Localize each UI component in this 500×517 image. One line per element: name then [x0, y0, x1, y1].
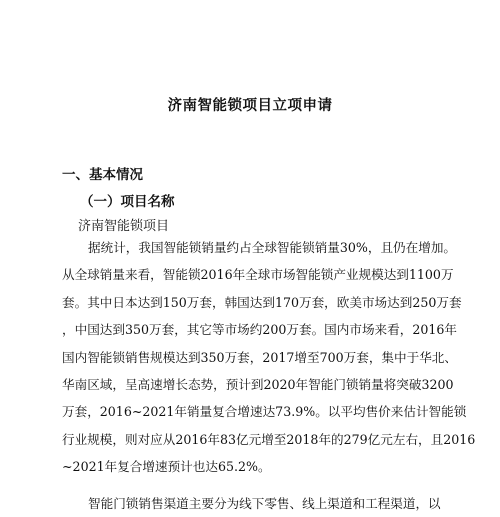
project-name-text: 济南智能锁项目: [78, 219, 170, 234]
paragraph-line: ~2021年复合增速预计也达65.2%。: [62, 459, 271, 475]
paragraph-line: 行业规模，则对应从2016年83亿元增至2018年的279亿元左右，且2016: [62, 431, 476, 447]
paragraph-line: 套。其中日本达到150万套，韩国达到170万套，欧美市场达到250万套: [62, 294, 462, 310]
subsection-heading: （一）项目名称: [80, 194, 175, 210]
paragraph-line: ，中国达到350万套，其它等市场约200万套。国内市场来看，2016年: [62, 322, 457, 338]
paragraph-line: 据统计，我国智能锁销量约占全球智能锁销量30%，且仍在增加。: [88, 240, 457, 255]
paragraph-line: 华南区域，呈高速增长态势，预计到2020年智能门锁销量将突破3200: [62, 377, 454, 393]
paragraph-sales-channels: [62, 490, 446, 517]
document-title: 济南智能锁项目立项申请: [167, 98, 333, 114]
paragraph-line: 从全球销量来看，智能锁2016年全球市场智能锁产业规模达到1100万: [62, 267, 454, 283]
paragraph-line: 智能门锁销售渠道主要分为线下零售、线上渠道和工程渠道，以: [88, 496, 441, 511]
paragraph-line: 国内智能锁销售规模达到350万套，2017增至700万套，集中于华北、: [62, 349, 457, 365]
paragraph-statistics: [62, 234, 476, 481]
section-heading: 一、基本情况: [62, 167, 143, 183]
paragraph-line: 万套，2016~2021年销量复合增速达73.9%。以平均售价来估计智能锁: [62, 404, 467, 420]
